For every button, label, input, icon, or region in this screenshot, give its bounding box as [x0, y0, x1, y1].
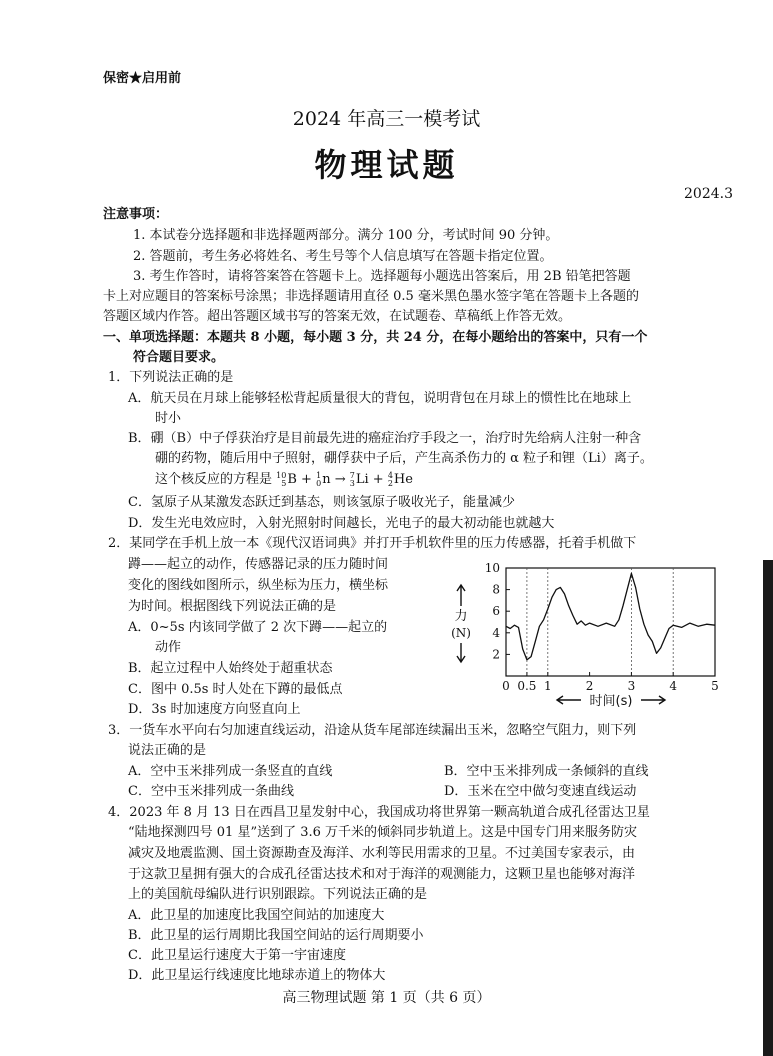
mass-number: 1 — [316, 470, 322, 480]
scan-edge-shadow — [763, 560, 773, 1056]
q2-option-c: C．图中 0.5s 时人处在下蹲的最低点 — [128, 682, 343, 697]
q1-option-b: B．硼（B）中子俘获治疗是目前最先进的癌症治疗手段之一，治疗时先给病人注射一种含 — [128, 431, 642, 446]
nuclide-symbol: Li — [355, 472, 369, 487]
q4-stem-cont: “陆地探测四号 01 星”送到了 3.6 万千米的倾斜同步轨道上。这是中国专门用来服务防灾 — [128, 825, 638, 840]
x-tick-label: 0 — [502, 679, 510, 693]
exam-date: 2024.3 — [684, 186, 733, 202]
notes-line: 3. 考生作答时，请将答案答在答题卡上。选择题每小题选出答案后，用 2B 铅笔把答题 — [133, 269, 631, 284]
q1-option-a: A．航天员在月球上能够轻松背起质量很大的背包，说明背包在月球上的惯性比在地球上 — [128, 391, 632, 406]
x-axis-right-arrow-icon — [641, 696, 665, 704]
q1-stem: 1．下列说法正确的是 — [108, 370, 234, 385]
q2-option-b: B．起立过程中人始终处于超重状态 — [128, 661, 333, 676]
reaction-arrow: → — [334, 472, 346, 487]
q4-option-b: B．此卫星的运行周期比我国空间站的运行周期要小 — [128, 928, 424, 943]
q3-option-a: A．空中玉米排列成一条竖直的直线 — [128, 764, 333, 779]
q4-option-d: D．此卫星运行线速度比地球赤道上的物体大 — [128, 968, 386, 983]
exam-title: 2024 年高三一模考试 — [292, 108, 481, 130]
y-tick-label: 10 — [484, 561, 500, 575]
plus-sign: + — [301, 472, 312, 487]
nuclide-symbol: B — [287, 472, 297, 487]
y-axis-up-arrow-icon — [457, 585, 465, 606]
plus-sign: + — [372, 472, 384, 487]
nuclide-b-numbers — [276, 472, 286, 488]
q4-option-a: A．此卫星的加速度比我国空间站的加速度大 — [128, 908, 385, 923]
y-axis-label: 力 — [454, 609, 468, 624]
q2-option-a: A．0~5s 内该同学做了 2 次下蹲——起立的 — [128, 620, 388, 635]
atomic-number: 2 — [387, 478, 393, 488]
q2-stem-cont: 为时间。根据图线下列说法正确的是 — [128, 599, 337, 614]
y-axis-down-arrow-icon — [457, 643, 465, 662]
x-tick-label: 5 — [711, 679, 719, 693]
y-axis-unit: (N) — [451, 626, 471, 640]
q4-stem: 4．2023 年 8 月 13 日在西昌卫星发射中心，我国成功将世界第一颗高轨道合成孔径雷达卫星 — [108, 805, 650, 820]
q4-stem-cont: 于这款卫星拥有强大的合成孔径雷达技术和对于海洋的观测能力，这颗卫星也能够对海洋 — [128, 867, 636, 882]
y-tick-label: 8 — [492, 582, 500, 597]
q3-stem-cont: 说法正确的是 — [128, 743, 207, 758]
mass-number: 4 — [387, 470, 393, 480]
q2-option-d: D．3s 时加速度方向竖直向上 — [128, 702, 301, 717]
section-heading-cont: 符合题目要求。 — [133, 350, 225, 365]
force-time-chart — [443, 558, 733, 710]
confidential-mark: 保密★启用前 — [103, 71, 182, 86]
q3-option-b: B．空中玉米排列成一条倾斜的直线 — [444, 764, 649, 779]
subject-title: 物理试题 — [314, 146, 459, 184]
q4-stem-cont: 上的美国航母编队进行识别跟踪。下列说法正确的是 — [128, 887, 428, 902]
q4-stem-cont: 减灾及地震监测、国土资源勘查及海洋、水利等民用需求的卫星。不过美国专家表示，由 — [128, 846, 636, 861]
notes-line: 2. 答题前，考生务必将姓名、考生号等个人信息填写在答题卡指定位置。 — [133, 249, 553, 264]
nuclide-he-numbers — [388, 472, 393, 488]
force-series-line — [506, 573, 715, 659]
equation-intro: 这个核反应的方程是 — [155, 472, 273, 487]
y-tick-label: 6 — [492, 604, 500, 619]
atomic-number: 0 — [316, 478, 322, 488]
x-tick-label: 0.5 — [517, 679, 537, 693]
q2-stem-cont: 蹲——起立的动作，传感器记录的压力随时间 — [128, 557, 389, 572]
x-tick-label: 4 — [669, 679, 678, 693]
notes-heading: 注意事项： — [103, 207, 169, 222]
y-tick-label: 2 — [492, 647, 500, 662]
nuclide-li-numbers — [350, 472, 355, 488]
q3-option-c: C．空中玉米排列成一条曲线 — [128, 784, 294, 799]
x-tick-label: 3 — [627, 679, 636, 693]
atomic-number: 3 — [349, 478, 355, 488]
q2-option-a-cont: 动作 — [155, 640, 182, 655]
page-footer: 高三物理试题 第 1 页（共 6 页） — [282, 990, 491, 1006]
x-axis-left-arrow-icon — [557, 696, 581, 704]
section-heading: 一、单项选择题：本题共 8 小题，每小题 3 分，共 24 分，在每小题给出的答案中，只有一个 — [103, 330, 648, 345]
nuclide-n-numbers — [316, 472, 321, 488]
x-tick-label: 1 — [543, 679, 552, 693]
plot-frame — [506, 568, 715, 676]
q3-option-d: D．玉米在空中做匀变速直线运动 — [444, 784, 637, 799]
q1-option-b-cont: 硼的药物，随后用中子照射，硼俘获中子后，产生高杀伤力的 α 粒子和锂（Li）离子。 — [155, 451, 653, 466]
notes-line: 1. 本试卷分选择题和非选择题两部分。满分 100 分，考试时间 90 分钟。 — [133, 228, 559, 243]
mass-number: 7 — [349, 470, 355, 480]
nuclide-symbol: n — [322, 472, 331, 487]
q1-option-b-equation — [155, 470, 413, 489]
atomic-number: 5 — [281, 478, 287, 488]
notes-line: 答题区域内作答。超出答题区域书写的答案无效，在试题卷、草稿纸上作答无效。 — [103, 309, 572, 324]
x-axis-label: 时间(s) — [589, 694, 633, 709]
mass-number: 10 — [276, 470, 287, 480]
q1-option-d: D．发生光电效应时，入射光照射时间越长，光电子的最大初动能也就越大 — [128, 516, 555, 531]
y-tick-label: 4 — [492, 625, 500, 640]
nuclide-symbol: He — [393, 472, 413, 487]
notes-line: 卡上对应题目的答案标号涂黑；非选择题请用直径 0.5 毫米黑色墨水签字笔在答题卡上各题的 — [103, 289, 639, 304]
q4-option-c: C．此卫星运行速度大于第一宇宙速度 — [128, 948, 346, 963]
q3-stem: 3．一货车水平向右匀加速直线运动，沿途从货车尾部连续漏出玉米，忽略空气阻力，则下列 — [108, 723, 637, 738]
q2-stem-cont: 变化的图线如图所示，纵坐标为压力，横坐标 — [128, 578, 389, 593]
x-tick-label: 2 — [585, 679, 594, 693]
q2-stem: 2．某同学在手机上放一本《现代汉语词典》并打开手机软件里的压力传感器，托着手机做下 — [108, 536, 637, 551]
q1-option-a-cont: 时小 — [155, 411, 182, 426]
q1-option-c: C．氢原子从某激发态跃迁到基态，则该氢原子吸收光子，能量减少 — [128, 495, 515, 510]
